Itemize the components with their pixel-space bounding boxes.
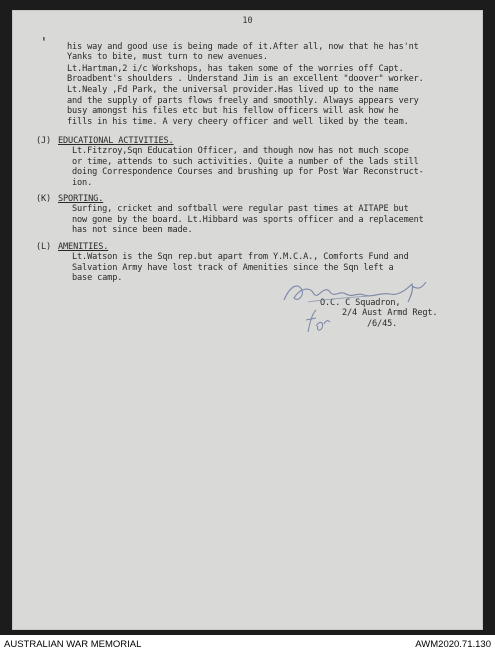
body-line: fills in his time. A very cheery officer and well liked by the team.: [67, 117, 409, 127]
margin-mark: ': [40, 36, 48, 51]
body-line: or time, attends to such activities. Quite a number of the lads still: [72, 157, 419, 167]
body-line: Lt.Watson is the Sqn rep.but apart from Y.M.C.A., Comforts Fund and: [72, 252, 409, 262]
body-line: Lt.Fitzroy,Sqn Education Officer, and though now has not much scope: [72, 146, 409, 156]
body-line: doing Correspondence Courses and brushing up for Post War Reconstruct-: [72, 167, 424, 177]
footer-bar: [0, 635, 495, 653]
signature-line-2: 2/4 Aust Armd Regt.: [342, 308, 438, 318]
for-handwritten-mark: [302, 306, 332, 336]
section-heading-educational: EDUCATIONAL ACTIVITIES.: [58, 136, 174, 146]
footer-institution: AUSTRALIAN WAR MEMORIAL: [4, 638, 142, 650]
body-line: ion.: [72, 178, 93, 188]
document-page: [12, 10, 483, 630]
section-letter: (J): [36, 136, 52, 146]
body-line: Surfing, cricket and softball were regular past times at AITAPE but: [72, 204, 409, 214]
footer-accession-number: AWM2020.71.130: [415, 638, 491, 650]
signature-line-3: /6/45.: [367, 319, 398, 329]
handwritten-signature: [280, 276, 430, 308]
body-line: has not since been made.: [72, 225, 193, 235]
body-line: and the supply of parts flows freely and smoothly. Always appears very: [67, 96, 419, 106]
body-line: Lt.Hartman,2 i/c Workshops, has taken some of the worries off Capt.: [67, 64, 404, 74]
section-heading-sporting: SPORTING.: [58, 194, 104, 204]
body-line: busy amongst his files etc but his fellow officers will ask how he: [67, 106, 399, 116]
page-number: 10: [242, 16, 253, 26]
body-line: his way and good use is being made of it.After all, now that he has'nt: [67, 42, 419, 52]
body-line: Broadbent's shoulders . Understand Jim is an excellent "doover" worker.: [67, 74, 424, 84]
body-line: Yanks to bite, must turn to new avenues.: [67, 52, 268, 62]
signature-line-1: O.C. C Squadron,: [320, 298, 401, 308]
body-line: base camp.: [72, 273, 123, 283]
body-line: now gone by the board. Lt.Hibbard was sports officer and a replacement: [72, 215, 424, 225]
body-line: Lt.Nealy ,Fd Park, the universal provider.Has lived up to the name: [67, 85, 399, 95]
body-line: Salvation Army have lost track of Amenities since the Sqn left a: [72, 263, 394, 273]
section-heading-amenities: AMENITIES.: [58, 242, 109, 252]
section-letter: (L): [36, 242, 52, 252]
section-letter: (K): [36, 194, 52, 204]
